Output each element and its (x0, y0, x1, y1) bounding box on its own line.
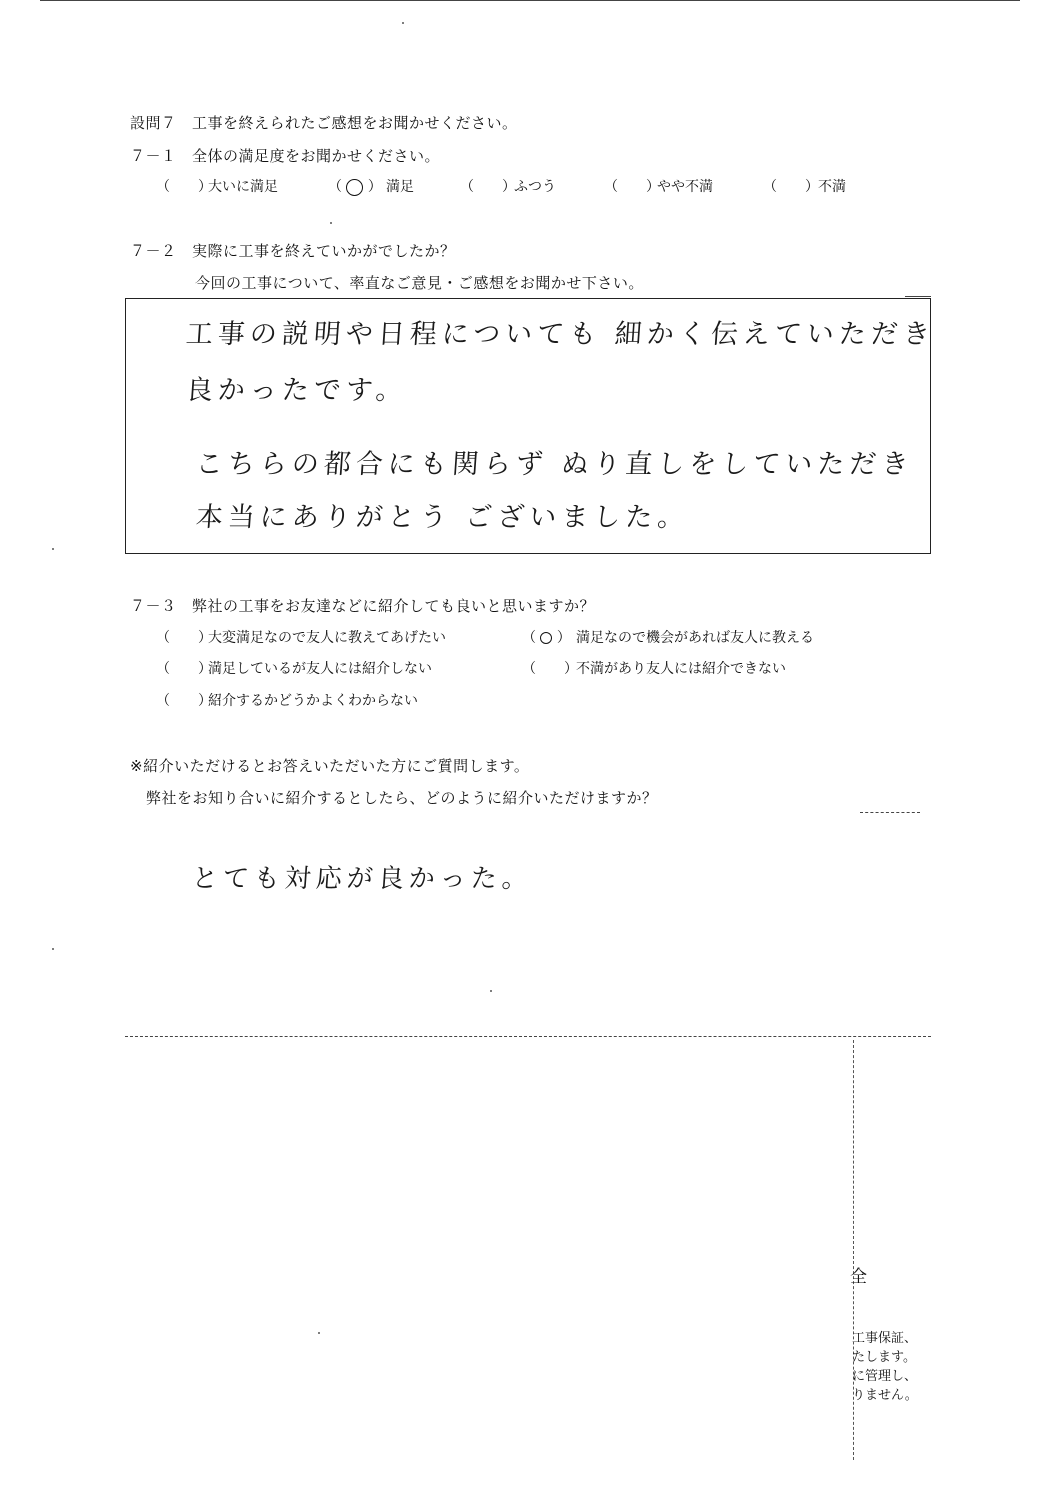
selected-circle-mark (346, 179, 363, 196)
box-corner-mark (905, 296, 931, 297)
option-somewhat-dissatisfied-label: やや不満 (657, 179, 713, 195)
scan-speck (402, 22, 404, 24)
question-7-heading: 設問７ 工事を終えられたご感想をお聞かせください。 (130, 114, 518, 132)
dotted-mark (860, 812, 920, 813)
top-edge-line (40, 0, 1020, 1)
scan-speck (52, 548, 54, 550)
option-checkbox[interactable]: （ ） (156, 630, 212, 646)
option-checkbox[interactable]: （ ） (460, 179, 516, 195)
handwritten-answer-line-3: こちらの都合にも関らず ぬり直しをしていただき (194, 449, 915, 480)
scan-speck (330, 222, 332, 224)
option-tell-if-chance-label: 満足なので機会があれば友人に教える (576, 630, 814, 646)
referral-note: ※紹介いただけるとお答えいただいた方にご質問します。 (130, 757, 530, 775)
option-checkbox[interactable]: （ ） (156, 693, 212, 709)
option-very-satisfied-label: 大いに満足 (208, 179, 278, 195)
option-checkbox[interactable]: （ ） (763, 179, 819, 195)
handwritten-answer-line-1: 工事の説明や日程についても 細かく伝えていただき (184, 319, 936, 350)
option-cannot-refer-label: 不満があり友人には紹介できない (576, 661, 786, 677)
question-7-3-heading: ７－３ 弊社の工事をお友達などに紹介しても良いと思いますか？ (130, 597, 596, 615)
question-7-1-heading: ７－１ 全体の満足度をお聞かせください。 (130, 147, 441, 165)
handwritten-answer-line-4: 本当にありがとう ございました。 (194, 502, 691, 533)
option-no-referral-label: 満足しているが友人には紹介しない (208, 661, 432, 677)
dashed-separator (125, 1036, 931, 1037)
selected-circle-mark (540, 632, 552, 644)
option-unsure-label: 紹介するかどうかよくわからない (208, 693, 418, 709)
option-neutral-label: ふつう (514, 179, 556, 195)
option-satisfied-label: 満足 (386, 179, 414, 195)
side-fragment-line-3: に管理し、 (852, 1369, 918, 1384)
side-fragment-line-1: 工事保証、 (852, 1331, 918, 1346)
option-checkbox-selected[interactable]: （ ） (328, 179, 382, 195)
handwritten-referral-answer: とても対応が良かった。 (190, 864, 534, 894)
referral-question: 弊社をお知り合いに紹介するとしたら、どのように紹介いただけますか？ (146, 789, 658, 807)
handwritten-answer-line-2: 良かったです。 (184, 375, 409, 406)
option-checkbox-selected[interactable]: （ ） (522, 630, 571, 646)
scan-speck (52, 948, 54, 950)
option-checkbox[interactable]: （ ） (156, 661, 212, 677)
scan-speck (318, 1332, 320, 1334)
side-fragment-line-4: りません。 (852, 1388, 918, 1403)
question-7-2-heading: ７－２ 実際に工事を終えていかがでしたか？ (130, 242, 456, 260)
option-checkbox[interactable]: （ ） (156, 179, 212, 195)
option-checkbox[interactable]: （ ） (604, 179, 660, 195)
option-tell-friends-label: 大変満足なので友人に教えてあげたい (208, 630, 446, 646)
scan-speck (490, 990, 492, 992)
option-checkbox[interactable]: （ ） (522, 661, 578, 677)
question-7-2-prompt: 今回の工事について、率直なご意見・ご感想をお聞かせ下さい。 (195, 274, 644, 292)
side-fragment-line-2: たします。 (852, 1350, 916, 1365)
option-dissatisfied-label: 不満 (818, 179, 846, 195)
side-fragment-mark: 全 (850, 1267, 867, 1287)
